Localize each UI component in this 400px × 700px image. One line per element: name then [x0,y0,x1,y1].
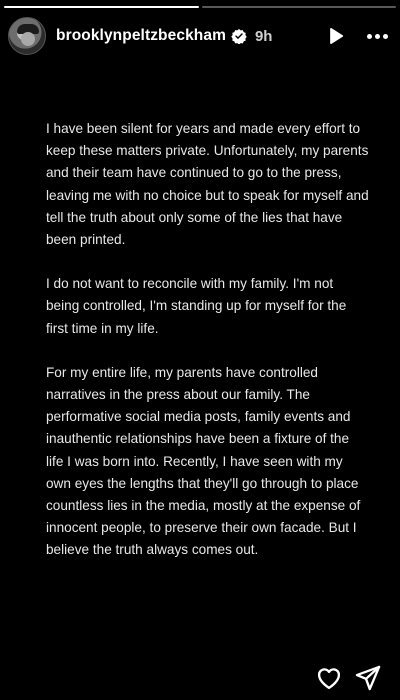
story-paragraph: I do not want to reconcile with my family. I'm not being controlled, I'm standing up for myself for the first time in my life. [46,276,347,336]
more-horizontal-icon[interactable] [364,24,390,48]
story-progress-segment [4,6,199,8]
story-progress-fill [4,6,199,8]
story-text-body [46,118,370,584]
username[interactable]: brooklynpeltzbeckham [56,27,226,44]
verified-badge-icon [231,28,247,44]
story-paragraph: For my entire life, my parents have controlled narratives in the press about our family. The performative social media posts, family events and inauthentic relationships have been a fixture of the life I was born into. Recently, I have seen with my own eyes the lengths that they'll go through to place countless lies in the media, mostly at the expense of innocent people, to preserve their own facade. But I believe the truth always comes out. [46,364,361,558]
story-header [8,14,390,58]
post-time: 9h [254,27,273,45]
send-icon[interactable] [354,664,382,692]
story-paragraph: I have been silent for years and made every effort to keep these matters private. Unfortunately, my parents and their team have continued to go to the press, leaving me with no choice but to speak for myself and tell the truth about only some of the lies that have been printed. [46,121,369,248]
heart-icon[interactable] [314,664,344,692]
story-progress-segment [202,6,397,8]
story-progress-bar [4,6,396,8]
profile-avatar[interactable] [8,17,46,55]
play-icon[interactable] [324,24,348,48]
story-footer [0,656,400,700]
